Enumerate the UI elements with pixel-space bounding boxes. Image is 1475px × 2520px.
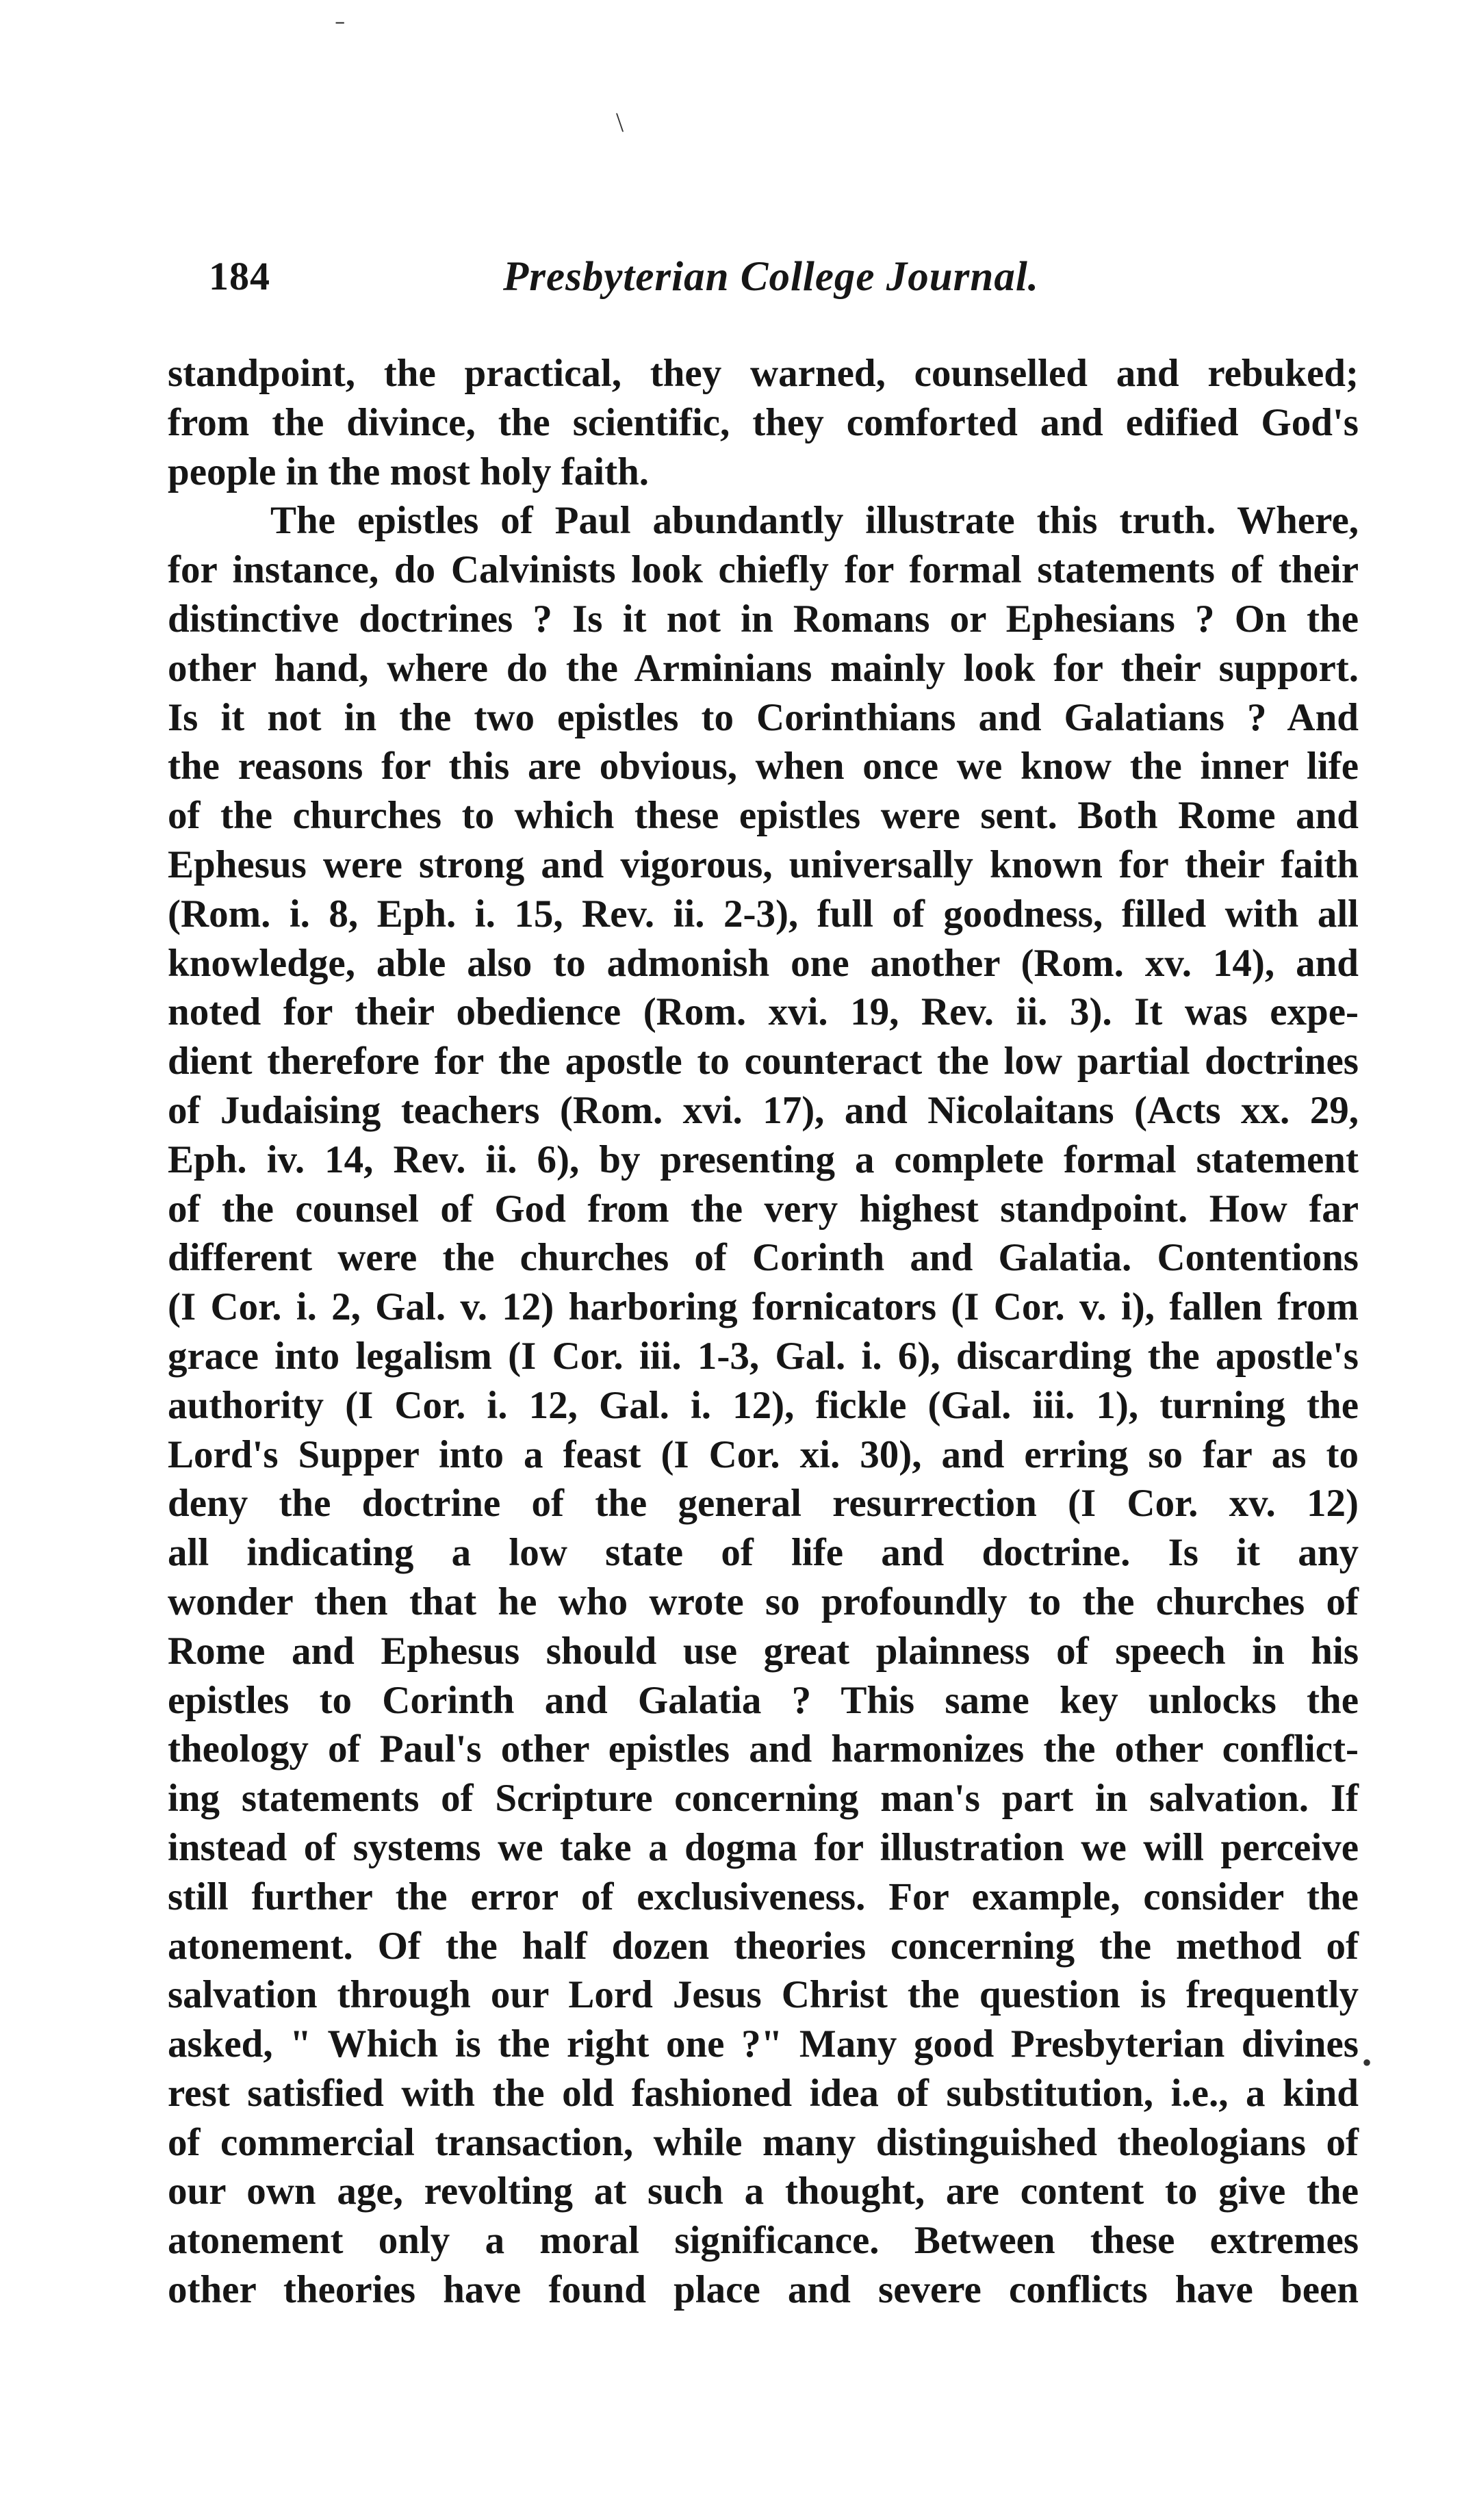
text-line: still further the error of exclusiveness. For example, consider the [168,1875,1359,1918]
text-line: instead of systems we take a dogma for illustration we will perceive [168,1825,1359,1869]
text-line: Rome and Ephesus should use great plainness of speech in his [168,1629,1359,1673]
text-line: of commercial transaction, while many distinguished theologians of [168,2120,1359,2164]
text-line: of Judaising teachers (Rom. xvi. 17), and Nicolaitans (Acts xx. 29, [168,1088,1359,1132]
text-line: noted for their obedience (Rom. xvi. 19, Rev. ii. 3). It was expe- [168,990,1359,1034]
text-line: Eph. iv. 14, Rev. ii. 6), by presenting a complete formal statement [168,1137,1359,1181]
body-text [168,349,1359,2315]
text-line: other theories have found place and severe conflicts have been [168,2268,1359,2312]
text-line: wonder then that he who wrote so profoundly to the churches of [168,1580,1359,1623]
text-line: distinctive doctrines ? Is it not in Romans or Ephesians ? On the [168,597,1359,641]
scan-speck: ˉ [335,14,345,45]
paragraph-start-line: The epistles of Paul abundantly illustrate this truth. Where, [270,499,1359,543]
text-line: atonement only a moral significance. Between these extremes [168,2219,1359,2263]
text-line: different were the churches of Corinth and Galatia. Contentions [168,1236,1359,1280]
text-line: for instance, do Calvinists look chiefly for formal statements of their [168,548,1359,592]
page-header [209,253,1345,315]
text-line: authority (I Cor. i. 12, Gal. i. 12), fickle (Gal. iii. 1), turning the [168,1383,1359,1427]
text-line: atonement. Of the half dozen theories concerning the method of [168,1924,1359,1968]
running-title: Presbyterian College Journal. [503,254,1040,300]
text-line: asked, " Which is the right one ?" Many good Presbyterian divines [168,2022,1359,2066]
scan-speck: \ [616,107,624,138]
text-line: Ephesus were strong and vigorous, universally known for their faith [168,843,1359,886]
text-line: other hand, where do the Arminians mainly look for their support. [168,646,1359,690]
scan-speck: • [1362,2047,1372,2078]
text-line: our own age, revolting at such a thought, are content to give the [168,2170,1359,2213]
page-number: 184 [209,254,270,298]
text-line: dient therefore for the apostle to counteract the low partial doctrines [168,1040,1359,1083]
text-line: the reasons for this are obvious, when once we know the inner life [168,745,1359,788]
text-line: (I Cor. i. 2, Gal. v. 12) harboring fornicators (I Cor. v. i), fallen from [168,1285,1359,1329]
text-line: salvation through our Lord Jesus Christ the question is frequently [168,1973,1359,2017]
text-line: deny the doctrine of the general resurrection (I Cor. xv. 12) [168,1482,1359,1526]
text-line: Is it not in the two epistles to Corinthians and Galatians ? And [168,695,1359,739]
text-line: grace into legalism (I Cor. iii. 1-3, Gal. i. 6), discarding the apostle's [168,1334,1359,1378]
text-line: from the divince, the scientific, they comforted and edified God's [168,400,1359,444]
text-line: knowledge, able also to admonish one another (Rom. xv. 14), and [168,941,1359,985]
text-line: rest satisfied with the old fashioned idea of substitution, i.e., a kind [168,2071,1359,2115]
text-line: epistles to Corinth and Galatia ? This same key unlocks the [168,1678,1359,1722]
text-line: ing statements of Scripture concerning man's part in salvation. If [168,1777,1359,1821]
text-line: all indicating a low state of life and doctrine. Is it any [168,1531,1359,1575]
text-line: standpoint, the practical, they warned, counselled and rebuked; [168,352,1359,395]
text-line: (Rom. i. 8, Eph. i. 15, Rev. ii. 2-3), full of goodness, filled with all [168,892,1359,936]
text-line: of the churches to which these epistles were sent. Both Rome and [168,794,1359,838]
text-line: people in the most holy faith. [168,450,650,493]
text-line: Lord's Supper into a feast (I Cor. xi. 30), and erring so far as to [168,1432,1359,1476]
text-line: theology of Paul's other epistles and harmonizes the other conflict- [168,1727,1359,1771]
text-line: of the counsel of God from the very highest standpoint. How far [168,1187,1359,1231]
